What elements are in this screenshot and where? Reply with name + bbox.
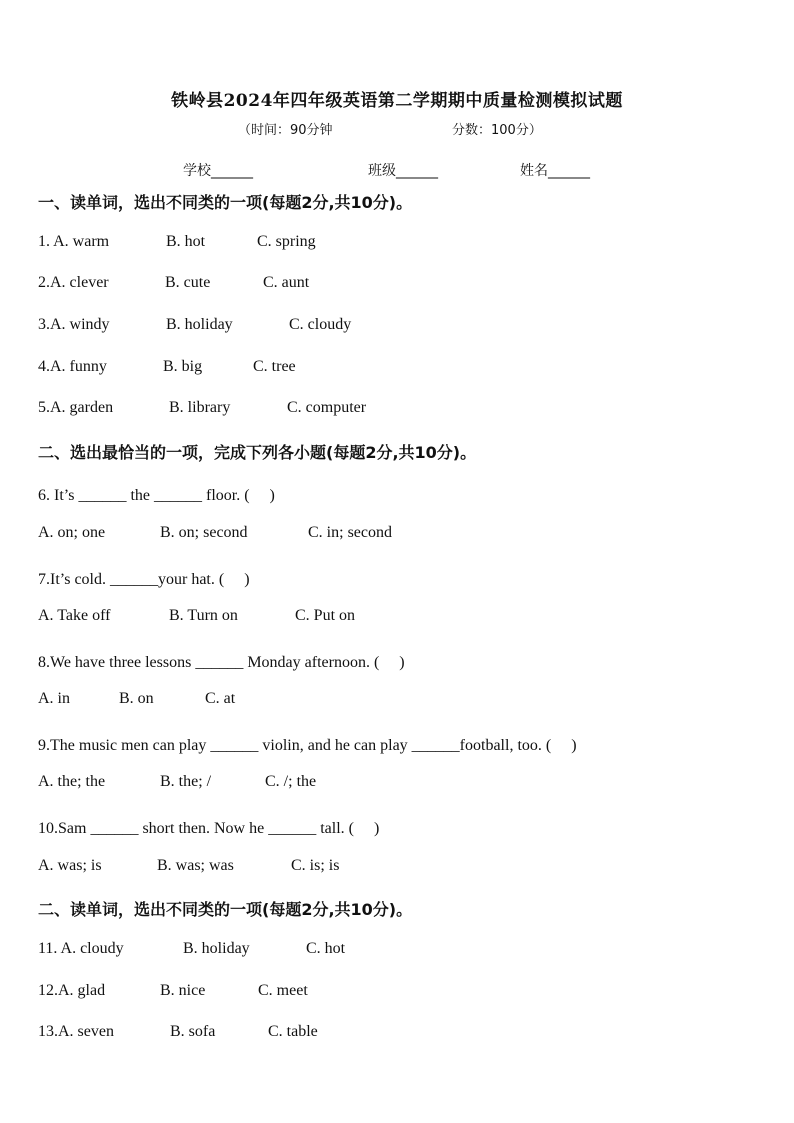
option-a: 11. A. cloudy bbox=[38, 940, 124, 957]
option-b: B. hot bbox=[166, 233, 206, 250]
section-heading: 二、选出最恰当的一项，完成下列各小题(每题2分,共10分)。 bbox=[38, 443, 477, 462]
option-a: 12.A. glad bbox=[38, 982, 106, 999]
option-a: 4.A. funny bbox=[38, 358, 107, 375]
option-a: A. was; is bbox=[38, 857, 102, 874]
option-a: 5.A. garden bbox=[38, 399, 114, 416]
question-stem: 7.It’s cold. ______your hat. ( ) bbox=[38, 571, 250, 588]
option-a: A. on; one bbox=[38, 524, 106, 541]
exam-title: 铁岭县2024年四年级英语第二学期期中质量检测模拟试题 bbox=[171, 91, 623, 111]
option-c: C. is; is bbox=[291, 857, 340, 874]
option-a: 13.A. seven bbox=[38, 1023, 114, 1040]
option-c: C. hot bbox=[306, 940, 346, 957]
option-c: C. tree bbox=[253, 358, 296, 375]
option-b: B. was; was bbox=[157, 857, 234, 874]
option-c: C. cloudy bbox=[289, 316, 352, 333]
section-heading: 一、读单词，选出不同类的一项(每题2分,共10分)。 bbox=[38, 193, 413, 212]
option-c: C. table bbox=[268, 1023, 318, 1040]
option-a: 3.A. windy bbox=[38, 316, 110, 333]
option-b: B. big bbox=[163, 358, 203, 375]
option-b: B. holiday bbox=[183, 940, 250, 957]
question-stem: 8.We have three lessons ______ Monday afternoon. ( ) bbox=[38, 654, 405, 671]
option-b: B. holiday bbox=[166, 316, 233, 333]
exam-score: 分数：100分） bbox=[452, 123, 542, 138]
option-b: B. on; second bbox=[160, 524, 248, 541]
option-b: B. sofa bbox=[170, 1023, 216, 1040]
question-stem: 6. It’s ______ the ______ floor. ( ) bbox=[38, 487, 275, 504]
option-a: 1. A. warm bbox=[38, 233, 110, 250]
question-stem: 10.Sam ______ short then. Now he ______ tall. ( ) bbox=[38, 820, 380, 837]
class-field: 班级______ bbox=[368, 163, 438, 179]
option-b: B. on bbox=[119, 690, 154, 707]
option-c: C. /; the bbox=[265, 773, 317, 790]
option-b: B. Turn on bbox=[169, 607, 238, 624]
section-heading: 二、读单词，选出不同类的一项(每题2分,共10分)。 bbox=[38, 900, 413, 919]
option-a: 2.A. clever bbox=[38, 274, 109, 291]
option-b: B. cute bbox=[165, 274, 211, 291]
option-c: C. Put on bbox=[295, 607, 356, 624]
option-c: C. meet bbox=[258, 982, 308, 999]
option-a: A. Take off bbox=[38, 607, 111, 624]
option-b: B. nice bbox=[160, 982, 206, 999]
option-c: C. computer bbox=[287, 399, 367, 416]
question-stem: 9.The music men can play ______ violin, and he can play ______football, too. ( ) bbox=[38, 737, 577, 754]
school-field: 学校______ bbox=[183, 163, 253, 179]
option-c: C. aunt bbox=[263, 274, 310, 291]
option-b: B. the; / bbox=[160, 773, 212, 790]
option-a: A. the; the bbox=[38, 773, 106, 790]
option-a: A. in bbox=[38, 690, 70, 707]
option-c: C. at bbox=[205, 690, 236, 707]
option-b: B. library bbox=[169, 399, 231, 416]
option-c: C. in; second bbox=[308, 524, 392, 541]
name-field: 姓名______ bbox=[520, 163, 590, 179]
option-c: C. spring bbox=[257, 233, 316, 250]
exam-time: （时间：90分钟 bbox=[238, 123, 333, 138]
